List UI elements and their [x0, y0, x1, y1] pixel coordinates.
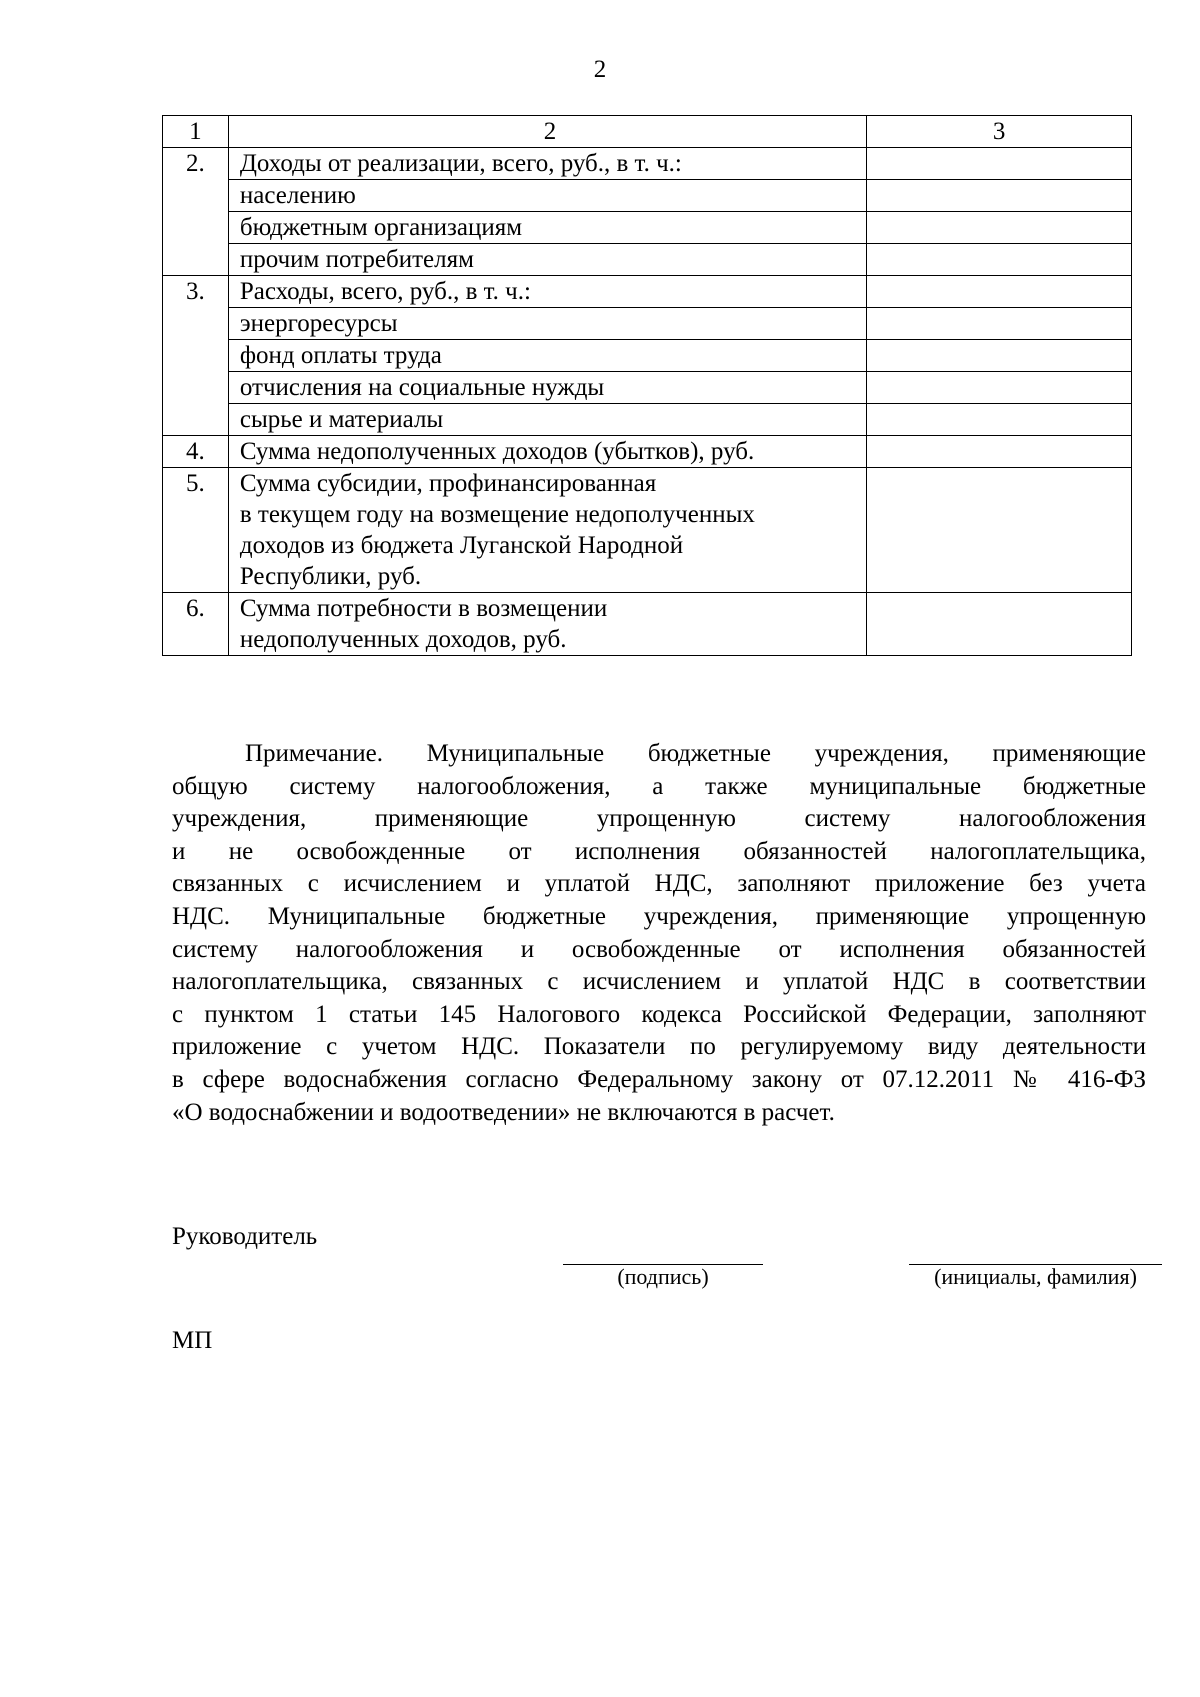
row-label-cell: Сумма недополученных доходов (убытков), руб.: [228, 436, 866, 468]
header-cell-col1: 1: [163, 116, 229, 148]
note-line: систему налогообложения и освобожденные от исполнения обязанностей: [172, 935, 1146, 963]
table-row: [163, 404, 1132, 436]
row-label-cell: отчисления на социальные нужды: [228, 372, 866, 404]
row-value-cell: [867, 468, 1132, 593]
row-value-cell: [867, 244, 1132, 276]
note-line: в сфере водоснабжения согласно Федеральному закону от 07.12.2011 № 416-ФЗ: [172, 1065, 1146, 1093]
table-row: [163, 180, 1132, 212]
header-cell-col2: 2: [228, 116, 866, 148]
note-line: Примечание. Муниципальные бюджетные учреждения, применяющие: [245, 740, 1146, 767]
note-line: и не освобожденные от исполнения обязанностей налогоплательщика,: [172, 837, 1146, 865]
row-value-cell: [867, 148, 1132, 180]
table-row: [163, 308, 1132, 340]
note-line: приложение с учетом НДС. Показатели по регулируемому виду деятельности: [172, 1033, 1146, 1061]
row-value-cell: [867, 340, 1132, 372]
row-number-cell: 5.: [163, 468, 229, 593]
row-value-cell: [867, 276, 1132, 308]
row-label-cell: прочим потребителям: [228, 244, 866, 276]
note-line: НДС. Муниципальные бюджетные учреждения, применяющие упрощенную: [172, 902, 1146, 930]
report-table: [162, 115, 1132, 656]
row-label-cell: Расходы, всего, руб., в т. ч.:: [228, 276, 866, 308]
table-row: [163, 212, 1132, 244]
row-value-cell: [867, 308, 1132, 340]
stamp-label: МП: [172, 1327, 213, 1354]
row-number-cell: 2.: [163, 148, 229, 276]
header-cell-col3: 3: [867, 116, 1132, 148]
table-header-row: [163, 116, 1132, 148]
row-value-cell: [867, 593, 1132, 656]
table-row: [163, 340, 1132, 372]
row-value-cell: [867, 404, 1132, 436]
row-value-cell: [867, 212, 1132, 244]
page-number: 2: [593, 56, 607, 83]
note-line: «О водоснабжении и водоотведении» не включаются в расчет.: [172, 1098, 835, 1126]
row-label-cell: бюджетным организациям: [228, 212, 866, 244]
row-number-cell: 3.: [163, 276, 229, 436]
name-caption: (инициалы, фамилия): [934, 1264, 1137, 1289]
signature-caption: (подпись): [617, 1264, 709, 1289]
report-table-body: [163, 116, 1132, 656]
row-label-cell: Сумма субсидии, профинансированная в текущем году на возмещение недополученных доходов из бюджета Луганской Народной Республики, руб.: [228, 468, 866, 593]
table-row: [163, 148, 1132, 180]
note-line: учреждения, применяющие упрощенную систему налогообложения: [172, 805, 1146, 833]
row-label-cell: населению: [228, 180, 866, 212]
row-value-cell: [867, 180, 1132, 212]
row-label-cell: сырье и материалы: [228, 404, 866, 436]
note-line: с пунктом 1 статьи 145 Налогового кодекса Российской Федерации, заполняют: [172, 1000, 1146, 1028]
note-line: связанных с исчислением и уплатой НДС, заполняют приложение без учета: [172, 870, 1146, 898]
note-paragraph: [172, 738, 1146, 1129]
row-number-cell: 6.: [163, 593, 229, 656]
row-value-cell: [867, 372, 1132, 404]
table-row: [163, 468, 1132, 593]
table-row: [163, 436, 1132, 468]
signature-label: Руководитель: [172, 1223, 318, 1250]
table-row: [163, 276, 1132, 308]
table-row: [163, 372, 1132, 404]
row-label-cell: Доходы от реализации, всего, руб., в т. ч.:: [228, 148, 866, 180]
table-row: [163, 593, 1132, 656]
table-row: [163, 244, 1132, 276]
note-line: общую систему налогообложения, а также муниципальные бюджетные: [172, 772, 1146, 800]
row-number-cell: 4.: [163, 436, 229, 468]
row-label-cell: фонд оплаты труда: [228, 340, 866, 372]
row-label-cell: Сумма потребности в возмещении недополученных доходов, руб.: [228, 593, 866, 656]
note-line: налогоплательщика, связанных с исчислением и уплатой НДС в соответствии: [172, 968, 1146, 996]
row-label-cell: энергоресурсы: [228, 308, 866, 340]
row-value-cell: [867, 436, 1132, 468]
